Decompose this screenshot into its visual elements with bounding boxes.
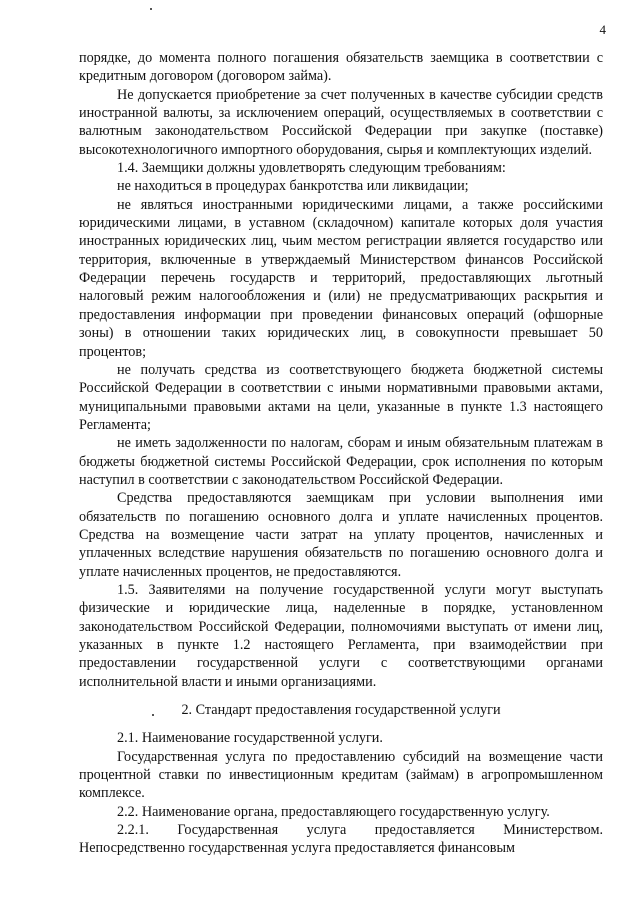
paragraph: не находиться в процедурах банкротства или ликвидации; <box>117 178 469 195</box>
paragraph: порядке, до момента полного погашения обязательств заемщика в соответствии с кредитным договором (договором займа). <box>79 50 603 85</box>
paragraph: 1.5. Заявителями на получение государственной услуги могут выступать физические и юридические лица, наделенные в порядке, установленном законодательством Российской Федерации, полномочиями выступать от имени лиц, указанных в пункте 1.2 настоящего Регламента, при взаимодействии при предоставлении государственной услуги с соответствующими органами исполнительной власти и иными организациями. <box>79 581 603 690</box>
document-body <box>79 49 603 858</box>
paragraph: Средства предоставляются заемщикам при условии выполнения ими обязательств по погашению основного долга и уплате начисленных процентов. Средства на возмещение части затрат на уплату процентов, начисленных и уплаченных вследствие нарушения обязательств по погашению основного долга и уплате начисленных процентов, не предоставляются. <box>79 490 603 580</box>
paragraph: 2.2.1. Государственная услуга предоставляется Министерством. Непосредственно государственная услуга предоставляется финансовым <box>79 822 603 857</box>
paragraph: 2.2. Наименование органа, предоставляющего государственную услугу. <box>117 803 550 820</box>
paragraph: Не допускается приобретение за счет полученных в качестве субсидии средств иностранной валюты, за исключением операций, осуществляемых в соответствии с валютным законодательством Российской Федерации при закупке (поставке) высокотехнологичного импортного оборудования, сырья и комплектующих изделий. <box>79 86 603 158</box>
paragraph: не получать средства из соответствующего бюджета бюджетной системы Российской Федерации в соответствии с иными нормативными правовыми актами, муниципальными правовыми актами на цели, указанные в пункте 1.3 настоящего Регламента; <box>79 361 603 433</box>
paragraph: 1.4. Заемщики должны удовлетворять следующим требованиям: <box>117 160 506 177</box>
scan-speck <box>150 8 152 10</box>
paragraph: Государственная услуга по предоставлению субсидий на возмещение части процентной ставки по инвестиционным кредитам (займам) в агропромышленном комплексе. <box>79 748 603 802</box>
page-number: 4 <box>599 22 606 37</box>
section-heading: 2. Стандарт предоставления государственной услуги <box>181 702 501 719</box>
paragraph: не являться иностранными юридическими лицами, а также российскими юридическими лицами, в уставном (складочном) капитале которых доля участия иностранных юридических лиц, чьим местом регистрации является государство или территория, включенные в утверждаемый Министерством финансов Российской Федерации перечень государств и территорий, предоставляющих льготный налоговый режим налогообложения и (или) не предусматривающих раскрытия и предоставления информации при проведении финансовых операций (офшорные зоны) в отношении таких юридических лиц, в совокупности превышает 50 процентов; <box>79 196 603 360</box>
paragraph: 2.1. Наименование государственной услуги. <box>117 730 383 747</box>
paragraph: не иметь задолженности по налогам, сборам и иным обязательным платежам в бюджеты бюджетной системы Российской Федерации, срок исполнения по которым наступил в соответствии с законодательством Российской Федерации. <box>79 435 603 488</box>
